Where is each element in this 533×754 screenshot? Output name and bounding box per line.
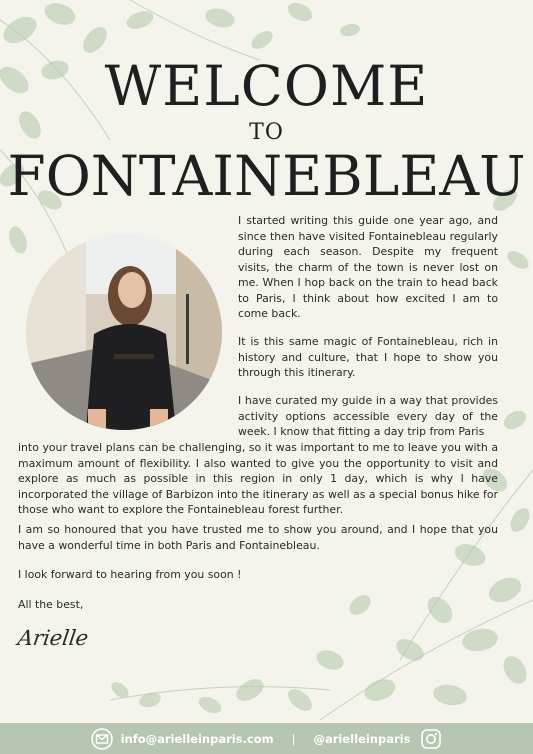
title-welcome: WELCOME: [104, 54, 429, 118]
signature: Arielle: [16, 626, 90, 650]
title-to: TO: [249, 120, 284, 145]
mail-icon: [91, 728, 113, 750]
closing-text: All the best,: [18, 598, 84, 611]
author-portrait: [26, 234, 222, 430]
footer-email[interactable]: info@arielleinparis.com: [120, 731, 274, 746]
honoured-paragraph: I am so honoured that you have trusted me to show you around, and I hope that you have a wonderful time in both Paris and Fontainebleau.: [18, 523, 498, 552]
magic-paragraph: It is this same magic of Fontainebleau, rich in history and culture, that I hope to show you through this itinerary.: [238, 335, 498, 379]
title-fontainebleau: FONTAINEBLEAU: [7, 144, 526, 208]
intro-paragraph: I started writing this guide one year ago, and since then have visited Fontainebleau regularly during each season. Despite my frequent visits, the charm of the town is never lost on me. When I hop back on the train to head back to Paris, I think about how excited I am to come back.: [238, 214, 498, 320]
footer-bar: [0, 723, 533, 754]
footer-separator: |: [291, 731, 296, 746]
curated-paragraph-start: I have curated my guide in a way that provides activity options accessible every day of the week. I know that fitting a day trip from Paris: [238, 394, 498, 438]
footer-handle[interactable]: @arielleinparis: [313, 731, 411, 746]
curated-paragraph-end: into your travel plans can be challenging, so it was important to me to leave you with a maximum amount of flexibility. I also wanted to give you the opportunity to visit and explore as much as possible in this region in only 1 day, which is why I have incorporated the village of Barbizon into the itinerary as well as a special bonus hike for those who want to explore the Fontainebleau forest further.: [18, 441, 498, 516]
look-forward-paragraph: I look forward to hearing from you soon !: [18, 568, 242, 581]
instagram-icon[interactable]: [420, 728, 442, 750]
